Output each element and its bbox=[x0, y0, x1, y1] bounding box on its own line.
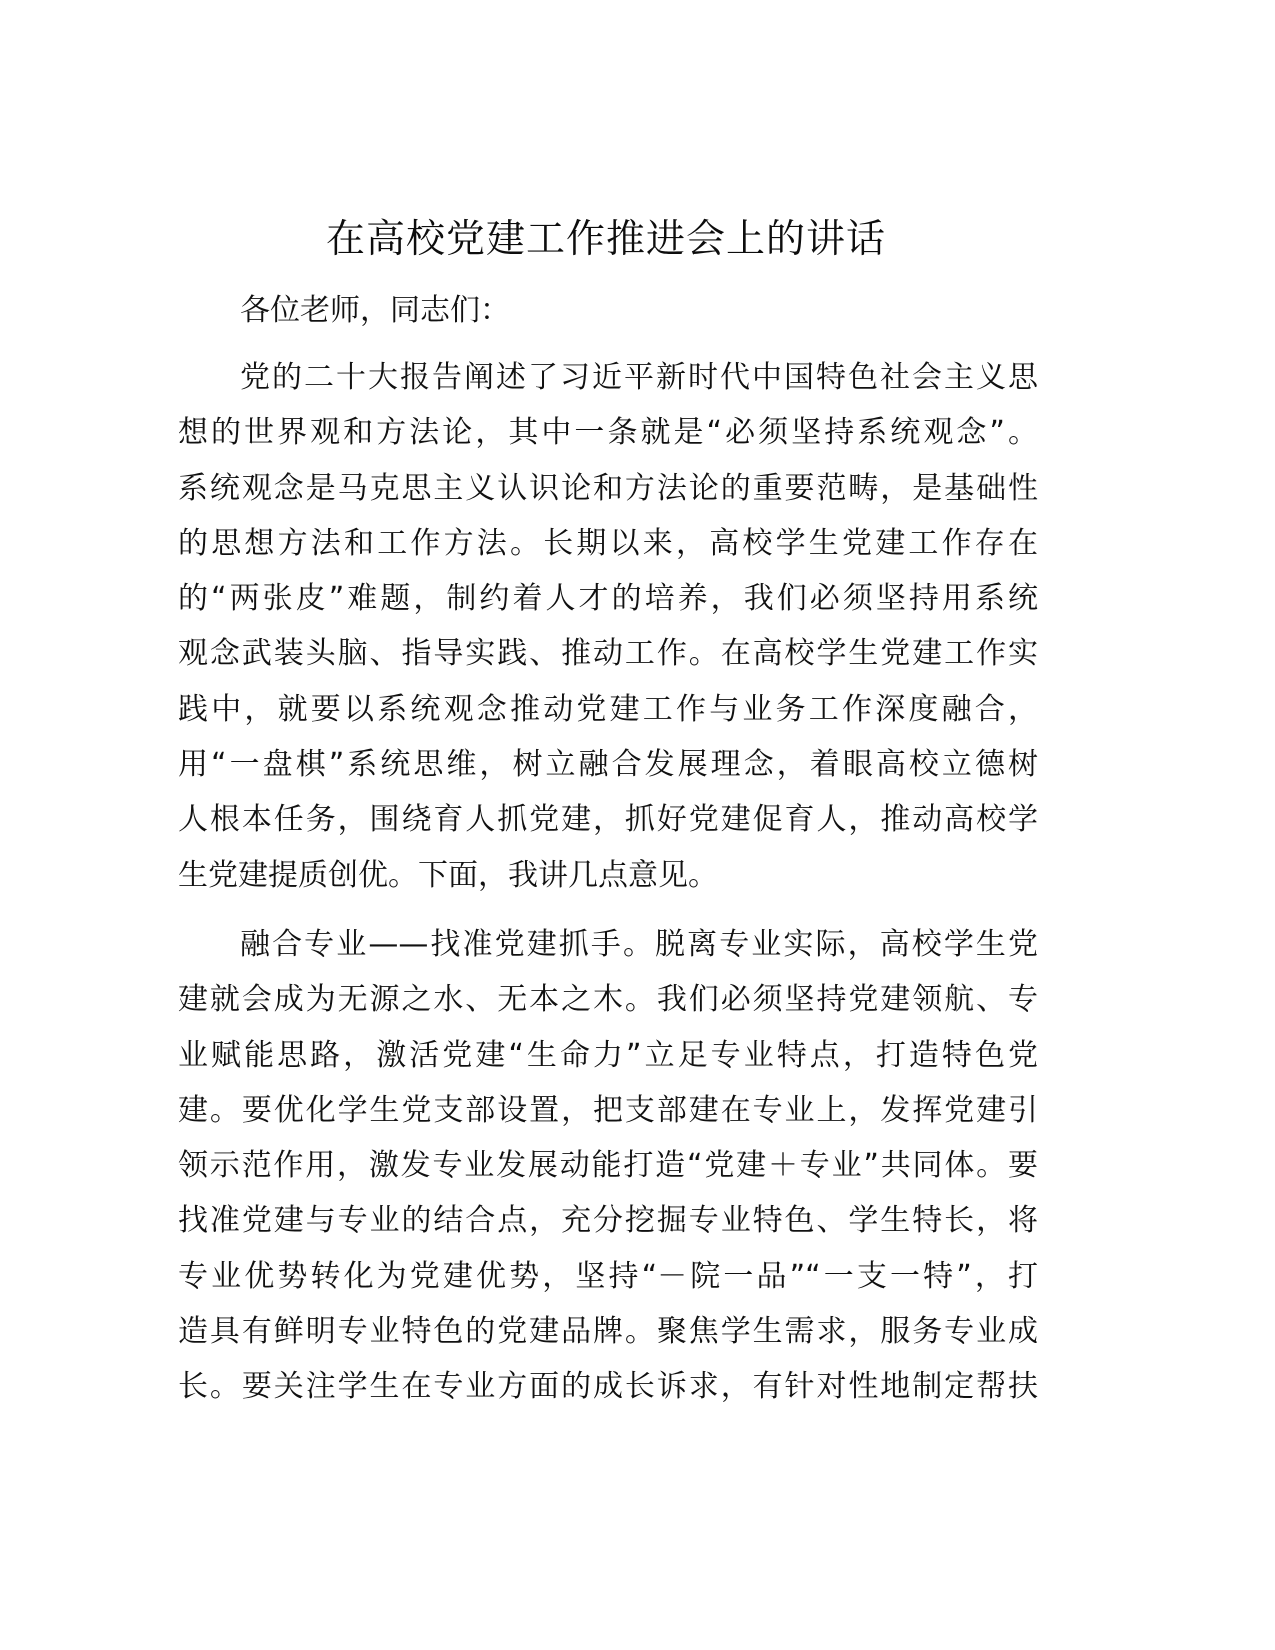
paragraph-line: 人根本任务，围绕育人抓党建，抓好党建促育人，推动高校学 bbox=[178, 802, 1038, 838]
paragraph-intro bbox=[178, 350, 1038, 903]
paragraph-line: 找准党建与专业的结合点，充分挖掘专业特色、学生特长，将 bbox=[178, 1203, 1038, 1239]
paragraph-line: 的思想方法和工作方法。长期以来，高校学生党建工作存在 bbox=[178, 525, 1038, 561]
paragraph-line: 想的世界观和方法论，其中一条就是“必须坚持系统观念”。 bbox=[178, 415, 1038, 451]
paragraph-line: 业赋能思路，激活党建“生命力”立足专业特点，打造特色党 bbox=[178, 1037, 1038, 1073]
greeting-line: 各位老师，同志们： bbox=[240, 293, 510, 328]
greeting bbox=[178, 283, 1038, 338]
paragraph-integrate-major bbox=[178, 917, 1038, 1415]
paragraph-line: 观念武装头脑、指导实践、推动工作。在高校学生党建工作实 bbox=[178, 636, 1038, 672]
paragraph-line: 造具有鲜明专业特色的党建品牌。聚焦学生需求，服务专业成 bbox=[178, 1314, 1038, 1350]
paragraph-line: 长。要关注学生在专业方面的成长诉求，有针对性地制定帮扶 bbox=[178, 1369, 1038, 1405]
paragraph-line: 的“两张皮”难题，制约着人才的培养，我们必须坚持用系统 bbox=[178, 581, 1038, 617]
paragraph-line: 生党建提质创优。下面，我讲几点意见。 bbox=[178, 857, 718, 893]
document-title: 在高校党建工作推进会上的讲话 bbox=[325, 217, 886, 262]
paragraph-line: 系统观念是马克思主义认识论和方法论的重要范畴，是基础性 bbox=[178, 470, 1038, 506]
paragraph-line: 融合专业——找准党建抓手。脱离专业实际，高校学生党 bbox=[240, 927, 1038, 962]
paragraph-line: 践中，就要以系统观念推动党建工作与业务工作深度融合， bbox=[178, 691, 1038, 727]
paragraph-line: 建就会成为无源之水、无本之木。我们必须坚持党建领航、专 bbox=[178, 982, 1038, 1018]
paragraph-line: 建。要优化学生党支部设置，把支部建在专业上，发挥党建引 bbox=[178, 1092, 1038, 1128]
paragraph-line: 专业优势转化为党建优势，坚持“－院一品”“一支一特”，打 bbox=[178, 1258, 1038, 1294]
paragraph-line: 用“一盘棋”系统思维，树立融合发展理念，着眼高校立德树 bbox=[178, 747, 1038, 783]
paragraph-line: 领示范作用，激发专业发展动能打造“党建＋专业”共同体。要 bbox=[178, 1148, 1038, 1184]
paragraph-line: 党的二十大报告阐述了习近平新时代中国特色社会主义思 bbox=[240, 360, 1038, 395]
